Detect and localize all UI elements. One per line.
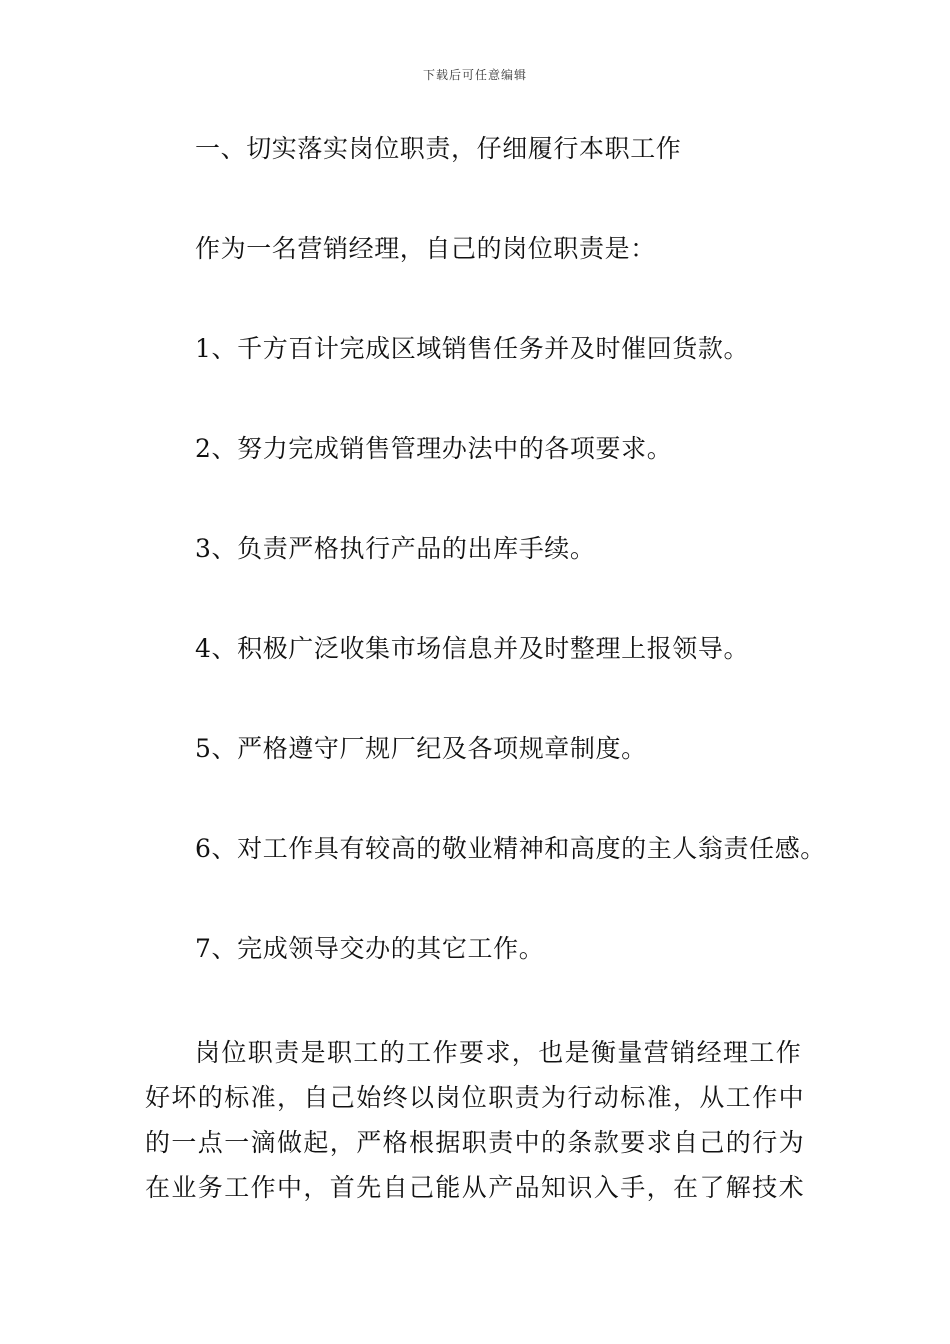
paragraph-line: 好坏的标准，自己始终以岗位职责为行动标准，从工作中: [145, 1083, 806, 1112]
list-item: 2、努力完成销售管理办法中的各项要求。: [195, 434, 673, 463]
list-item: 4、积极广泛收集市场信息并及时整理上报领导。: [195, 634, 750, 663]
body-paragraph: [145, 1030, 810, 1210]
paragraph-line: 的一点一滴做起，严格根据职责中的条款要求自己的行为: [145, 1128, 806, 1157]
paragraph-line: 岗位职责是职工的工作要求，也是衡量营销经理工作: [195, 1038, 803, 1067]
page-header-note: 下载后可任意编辑: [422, 68, 527, 82]
list-item: 5、严格遵守厂规厂纪及各项规章制度。: [195, 734, 647, 763]
list-item: 7、完成领导交办的其它工作。: [195, 934, 545, 963]
list-item: 6、对工作具有较高的敬业精神和高度的主人翁责任感。: [195, 834, 826, 863]
section-title: 一、切实落实岗位职责，仔细履行本职工作: [195, 134, 682, 163]
paragraph-line: 在业务工作中，首先自己能从产品知识入手，在了解技术: [145, 1173, 806, 1202]
list-item: 3、负责严格执行产品的出库手续。: [195, 534, 596, 563]
intro-line: 作为一名营销经理，自己的岗位职责是：: [195, 234, 656, 263]
list-item: 1、千方百计完成区域销售任务并及时催回货款。: [195, 334, 750, 363]
